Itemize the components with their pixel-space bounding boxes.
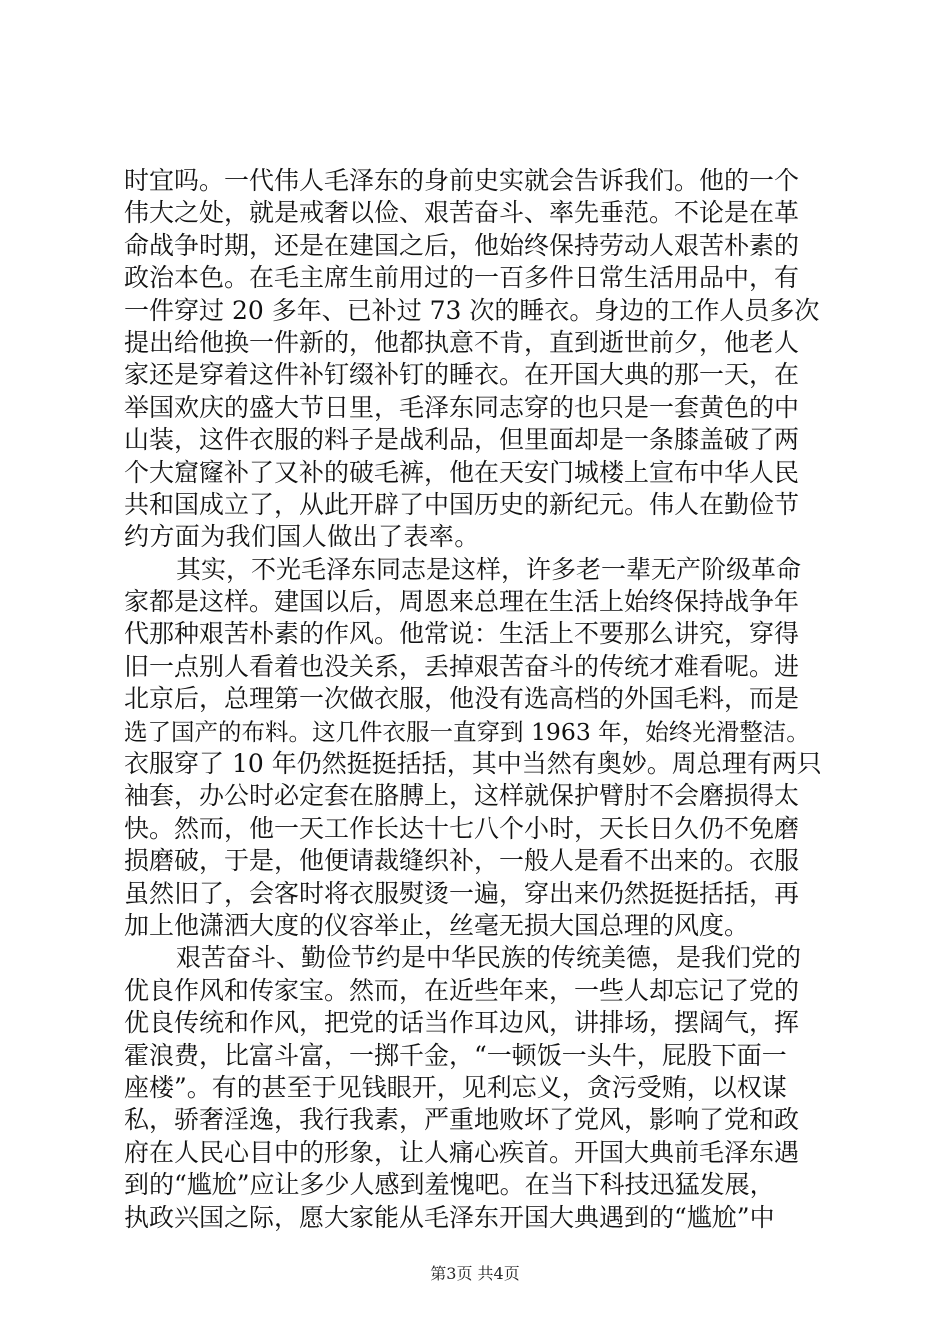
- text-line: 政治本色。在毛主席生前用过的一百多件日常生活用品中，有: [124, 263, 800, 293]
- text-line: 代那种艰苦朴素的作风。他常说：生活上不要那么讲究，穿得: [124, 619, 800, 649]
- text-line: 个大窟窿补了又补的破毛裤，他在天安门城楼上宣布中华人民: [124, 457, 800, 487]
- text-line: 约方面为我们国人做出了表率。: [124, 522, 480, 552]
- text-line: 伟大之处，就是戒奢以俭、艰苦奋斗、率先垂范。不论是在革: [124, 198, 800, 228]
- text-line: 提出给他换一件新的，他都执意不肯，直到逝世前夕，他老人: [124, 327, 800, 357]
- text-line: 到的“尴尬”应让多少人感到羞愧吧。在当下科技迅猛发展，: [124, 1170, 775, 1200]
- text-line: 家还是穿着这件补钉缀补钉的睡衣。在开国大典的那一天，在: [124, 360, 800, 390]
- text-line: 虽然旧了，会客时将衣服熨烫一遍，穿出来仍然挺挺括括，再: [124, 878, 800, 908]
- text-line: 山装，这件衣服的料子是战利品，但里面却是一条膝盖破了两: [124, 425, 800, 455]
- text-line: 举国欢庆的盛大节日里，毛泽东同志穿的也只是一套黄色的中: [124, 392, 800, 422]
- text-line: 北京后，总理第一次做衣服，他没有选高档的外国毛料，而是: [124, 684, 800, 714]
- text-line: 旧一点别人看着也没关系，丢掉艰苦奋斗的传统才难看呢。进: [124, 651, 800, 681]
- text-line: 府在人民心目中的形象，让人痛心疾首。开国大典前毛泽东遇: [124, 1137, 800, 1167]
- text-line: 座楼”。有的甚至于见钱眼开，见利忘义，贪污受贿，以权谋: [124, 1072, 787, 1102]
- text-line: 快。然而，他一天工作长达十七八个小时，天长日久仍不免磨: [124, 813, 800, 843]
- text-line: 霍浪费，比富斗富，一掷千金，“一顿饭一头牛，屁股下面一: [124, 1040, 787, 1070]
- text-line: 损磨破，于是，他便请裁缝织补，一般人是看不出来的。衣服: [124, 846, 800, 876]
- text-line: 私，骄奢淫逸，我行我素，严重地败坏了党风，影响了党和政: [124, 1105, 800, 1135]
- page-footer: 第3页 共4页: [430, 1264, 520, 1283]
- body-text: [124, 165, 834, 1234]
- text-line: 命战争时期，还是在建国之后，他始终保持劳动人艰苦朴素的: [124, 230, 800, 260]
- text-line: 共和国成立了，从此开辟了中国历史的新纪元。伟人在勤俭节: [124, 489, 800, 519]
- text-line: 艰苦奋斗、勤俭节约是中华民族的传统美德，是我们党的: [176, 943, 802, 973]
- text-line: 执政兴国之际，愿大家能从毛泽东开国大典遇到的“尴尬”中: [124, 1202, 775, 1232]
- text-line: 优良作风和传家宝。然而，在近些年来，一些人却忘记了党的: [124, 975, 800, 1005]
- text-line: 一件穿过 20 多年、已补过 73 次的睡衣。身边的工作人员多次: [124, 295, 820, 325]
- text-line: 选了国产的布料。这几件衣服一直穿到 1963 年，始终光滑整洁。: [124, 717, 810, 746]
- text-line: 家都是这样。建国以后，周恩来总理在生活上始终保持战争年: [124, 587, 800, 617]
- text-line: 衣服穿了 10 年仍然挺挺括括，其中当然有奥妙。周总理有两只: [124, 749, 822, 779]
- text-line: 时宜吗。一代伟人毛泽东的身前史实就会告诉我们。他的一个: [124, 166, 800, 195]
- text-line: 优良传统和作风，把党的话当作耳边风，讲排场，摆阔气，挥: [124, 1008, 800, 1038]
- text-line: 袖套，办公时必定套在胳膊上，这样就保护臂肘不会磨损得太: [124, 781, 800, 811]
- text-line: 加上他潇洒大度的仪容举止，丝毫无损大国总理的风度。: [124, 910, 750, 940]
- text-line: 其实，不光毛泽东同志是这样，许多老一辈无产阶级革命: [176, 554, 802, 584]
